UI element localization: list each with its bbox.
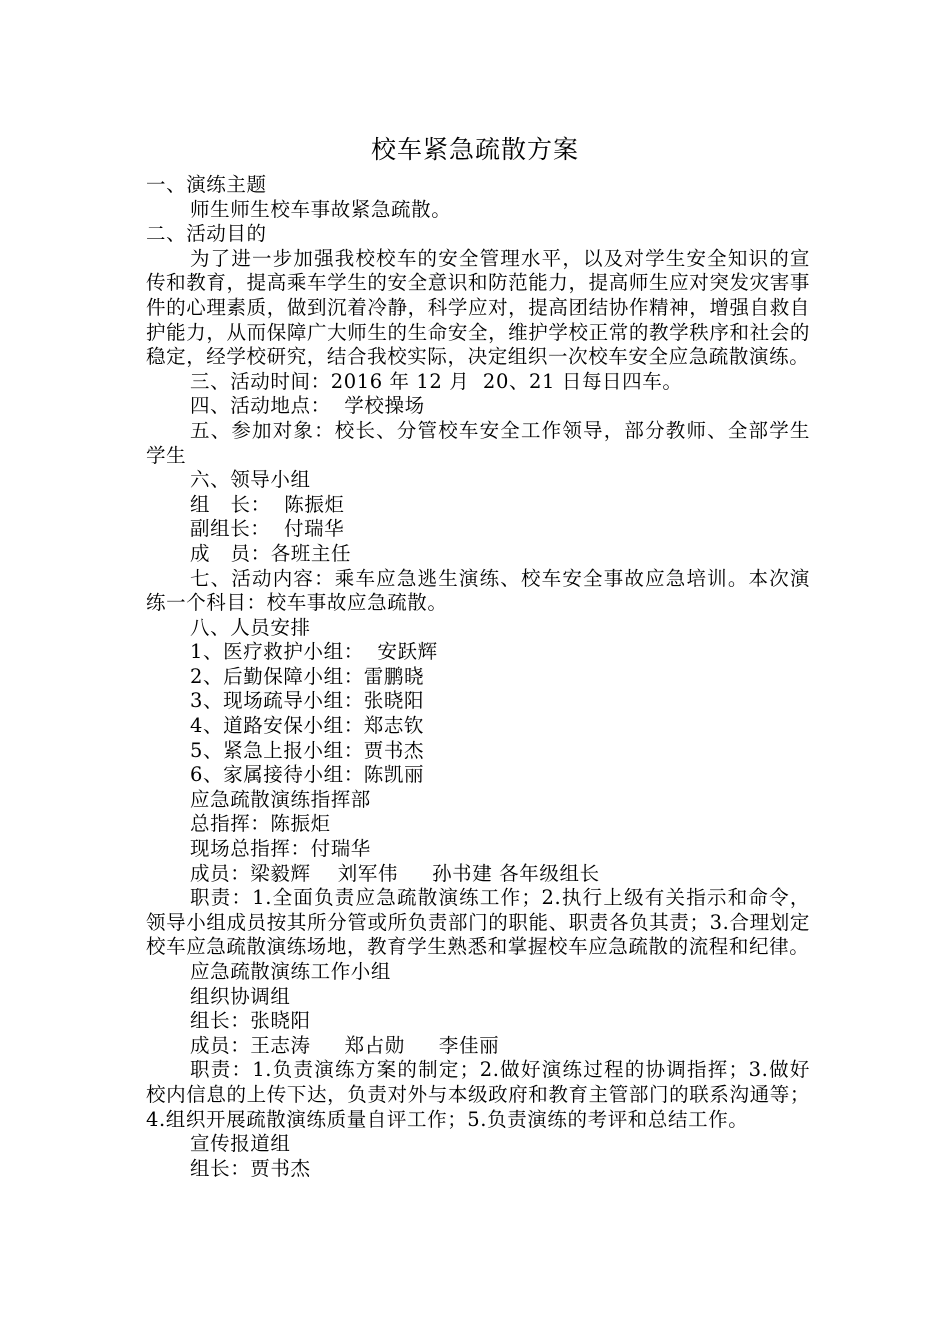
heading-activity-purpose: 二、活动目的 <box>146 222 267 246</box>
heading-working-groups: 应急疏散演练工作小组 <box>190 960 392 983</box>
heading-leading-group: 六、领导小组 <box>190 468 311 492</box>
command-members: 成员：梁毅辉 刘军伟 孙书建 各年级组长 <box>190 861 600 885</box>
activity-purpose-text: 为了进一步加强我校校车的安全管理水平，以及对学生安全知识的宣传和教育，提高乘车学生的安全意识和防范能力，提高师生应对突发灾害事件的心理素质，做到沉着冷静，科学应对，提高团结协作精神，增强自救自护能力，从而保障广大师生的生命安全，维护学校正常的教学秩序和社会的稳定，经学校研究，结合我校实际，决定组织一次校车安全应急疏散演练。 <box>146 246 810 369</box>
heading-publicity-group: 宣传报道组 <box>190 1132 291 1156</box>
publicity-leader: 组长：贾书杰 <box>190 1156 311 1180</box>
document-body <box>146 173 810 1181</box>
deputy-leader: 副组长： 付瑞华 <box>190 517 345 541</box>
participants: 五、参加对象：校长、分管校车安全工作领导，部分教师、全部学生学生 <box>146 418 810 467</box>
heading-command-center: 应急疏散演练指挥部 <box>190 787 371 811</box>
coordination-duties: 职责：1.负责演练方案的制定；2.做好演练过程的协调指挥；3.做好校内信息的上传下达，负责对外与本级政府和教育主管部门的联系沟通等；4.组织开展疏散演练质量自评工作；5.负责演练的考评和总结工作。 <box>146 1058 810 1131</box>
heading-coordination-group: 组织协调组 <box>190 984 291 1008</box>
commander-in-chief: 总指挥：陈振炬 <box>190 812 331 836</box>
drill-theme-text: 师生师生校车事故紧急疏散。 <box>190 197 452 221</box>
emergency-report-team: 5、紧急上报小组：贾书杰 <box>190 738 425 762</box>
activity-location: 四、活动地点： 学校操场 <box>190 394 425 418</box>
family-reception-team: 6、家属接待小组：陈凯丽 <box>190 763 425 787</box>
onsite-guidance-team: 3、现场疏导小组：张晓阳 <box>190 689 425 713</box>
group-members: 成 员：各班主任 <box>190 541 352 565</box>
activity-time: 三、活动时间：2016 年 12 月 20、21 日每日四车。 <box>190 369 683 393</box>
medical-team: 1、医疗救护小组： 安跃辉 <box>190 640 438 664</box>
heading-staff-arrangement: 八、人员安排 <box>190 615 311 639</box>
logistics-team: 2、后勤保障小组：雷鹏晓 <box>190 664 425 688</box>
leader: 组 长： 陈振炬 <box>190 492 345 516</box>
onsite-commander: 现场总指挥：付瑞华 <box>190 837 371 861</box>
activity-content: 七、活动内容：乘车应急逃生演练、校车安全事故应急培训。本次演练一个科目：校车事故应急疏散。 <box>146 566 810 615</box>
road-security-team: 4、道路安保小组：郑志钦 <box>190 714 425 738</box>
heading-drill-theme: 一、演练主题 <box>146 173 267 196</box>
coordination-members: 成员：王志涛 郑占勋 李佳丽 <box>190 1033 500 1057</box>
coordination-leader: 组长：张晓阳 <box>190 1009 311 1033</box>
document-title: 校车紧急疏散方案 <box>370 135 579 164</box>
command-duties: 职责：1.全面负责应急疏散演练工作；2.执行上级有关指示和命令，领导小组成员按其所分管或所负责部门的职能、职责各负其责；3.合理划定校车应急疏散演练场地，教育学生熟悉和掌握校车应急疏散的流程和纪律。 <box>146 886 810 959</box>
